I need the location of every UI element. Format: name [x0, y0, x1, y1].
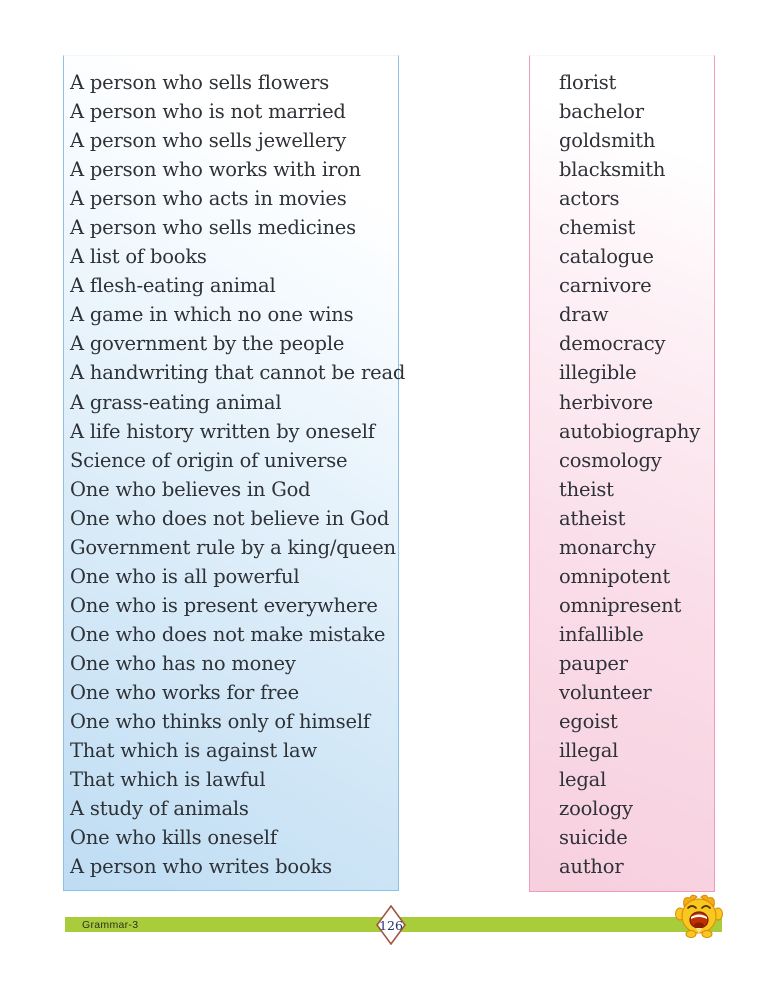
word-item: illegible: [559, 361, 637, 385]
phrase-item: A person who works with iron: [70, 158, 361, 182]
word-item: volunteer: [559, 680, 652, 704]
phrase-item: A person who writes books: [70, 855, 332, 879]
mascot-icon: [674, 892, 724, 938]
word-item: draw: [559, 303, 609, 327]
phrase-item: A life history written by oneself: [70, 419, 375, 443]
word-item: florist: [559, 71, 617, 94]
word-item: democracy: [559, 332, 666, 356]
phrase-item: A handwriting that cannot be read: [70, 361, 406, 385]
word-item: cosmology: [559, 448, 662, 472]
word-item: suicide: [559, 826, 628, 850]
phrase-item: A flesh-eating animal: [70, 274, 276, 298]
phrase-item: One who is all powerful: [70, 564, 300, 588]
phrase-item: One who believes in God: [70, 477, 311, 501]
phrase-item: A person who is not married: [70, 100, 346, 124]
word-item: legal: [559, 768, 607, 792]
word-item: omnipresent: [559, 593, 682, 617]
phrase-item: One who is present everywhere: [70, 593, 378, 617]
phrase-item: Science of origin of universe: [70, 448, 348, 472]
phrase-item: That which is against law: [70, 739, 317, 763]
word-item: omnipotent: [559, 564, 671, 588]
word-item: bachelor: [559, 100, 644, 124]
phrase-item: A person who sells flowers: [70, 71, 330, 94]
word-item: infallible: [559, 622, 644, 646]
word-item: carnivore: [559, 274, 652, 298]
phrase-item: One who has no money: [70, 651, 296, 675]
phrase-item: Government rule by a king/queen: [70, 535, 396, 559]
word-item: herbivore: [559, 390, 653, 414]
footer-book-label: Grammar-3: [82, 919, 139, 931]
page-number: 126: [379, 917, 403, 933]
phrase-list: [63, 55, 406, 891]
phrase-item: One who kills oneself: [70, 826, 277, 850]
phrase-item: A list of books: [70, 245, 207, 269]
word-item: theist: [559, 477, 614, 501]
phrase-item: One who does not make mistake: [70, 622, 386, 646]
word-item: illegal: [559, 739, 619, 763]
phrase-item: A person who sells medicines: [70, 216, 356, 240]
phrase-item: A grass-eating animal: [70, 390, 282, 414]
phrase-item: One who works for free: [70, 680, 299, 704]
word-item: autobiography: [559, 419, 701, 443]
word-item: goldsmith: [559, 129, 656, 153]
word-item: chemist: [559, 216, 636, 240]
phrase-item: A person who sells jewellery: [70, 129, 347, 153]
phrase-item: A game in which no one wins: [70, 303, 354, 327]
word-item: catalogue: [559, 245, 654, 269]
word-item: actors: [559, 187, 620, 211]
word-item: atheist: [559, 506, 626, 530]
phrase-item: A person who acts in movies: [70, 187, 347, 211]
word-item: blacksmith: [559, 158, 666, 182]
phrase-item: That which is lawful: [70, 768, 266, 792]
word-item: pauper: [559, 651, 628, 675]
phrase-item: A government by the people: [70, 332, 345, 356]
word-item: author: [559, 855, 624, 879]
phrase-item: A study of animals: [70, 797, 249, 821]
word-list: [529, 55, 715, 892]
word-item: zoology: [559, 797, 633, 821]
word-item: egoist: [559, 710, 618, 734]
phrase-item: One who thinks only of himself: [70, 710, 370, 734]
page-number-badge: [376, 905, 406, 945]
phrase-item: One who does not believe in God: [70, 506, 390, 530]
word-item: monarchy: [559, 535, 656, 559]
